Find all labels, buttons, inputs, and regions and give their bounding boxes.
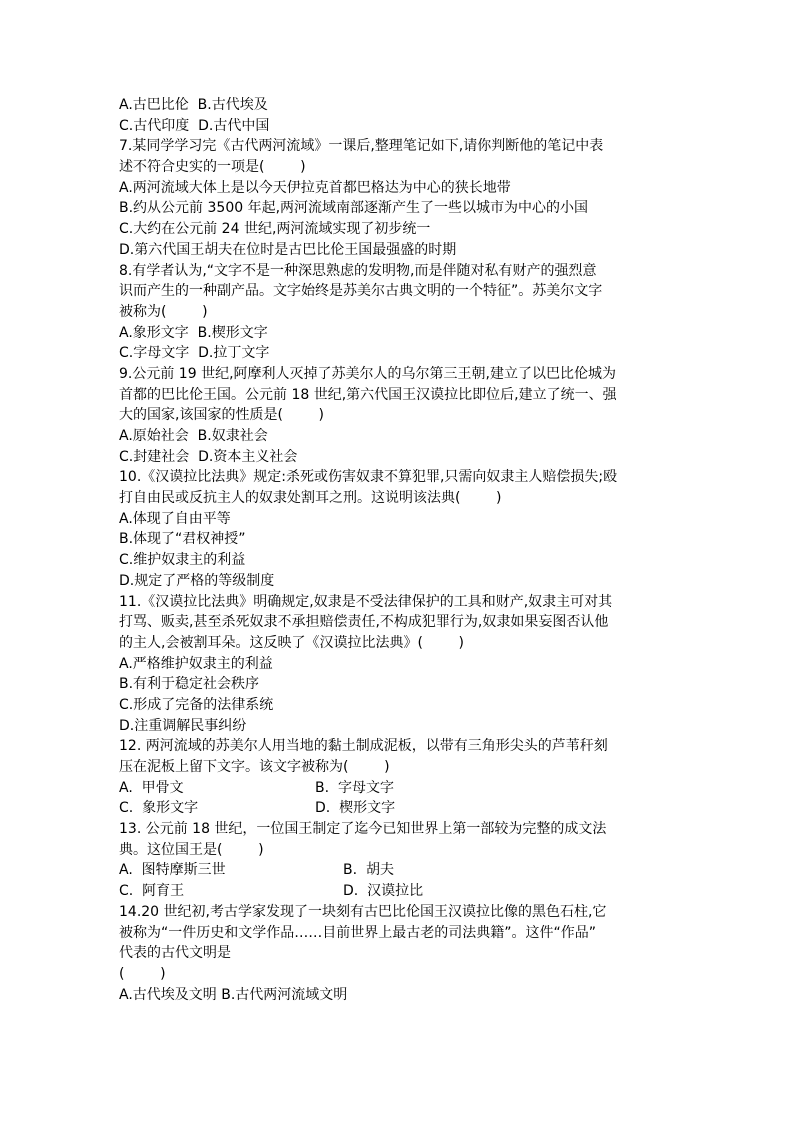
option-line: B.体现了“君权神授” [119,531,246,548]
option-line: D.注重调解民事纠纷 [119,717,247,734]
option-row [119,881,679,902]
question-9-text: 大的国家,该国家的性质是( ) [119,407,324,424]
option-line: D.第六代国王胡夫在位时是古巴比伦王国最强盛的时期 [119,241,457,258]
question-12-text: 12. 两河流域的苏美尔人用当地的黏土制成泥板，以带有三角形尖头的芦苇秆刻 [119,738,608,755]
option-line: A.象形文字 B.楔形文字 [119,324,268,341]
option-line: C.大约在公元前 24 世纪,两河流域实现了初步统一 [119,221,431,238]
question-11-text: 的主人,会被割耳朵。这反映了《汉谟拉比法典》( ) [119,634,464,651]
question-9-text: 首都的巴比伦王国。公元前 18 世纪,第六代国王汉谟拉比即位后,建立了统一、强 [119,386,617,403]
question-13-text: 典。这位国王是( ) [119,841,264,858]
option-line: D.规定了严格的等级制度 [119,572,275,589]
option-d: D. 汉谟拉比 [343,883,424,900]
option-line: B.有利于稳定社会秩序 [119,676,260,693]
option-d: D. 楔形文字 [315,800,396,817]
question-9-text: 9.公元前 19 世纪,阿摩利人灭掉了苏美尔人的乌尔第三王朝,建立了以巴比伦城为 [119,365,616,382]
option-line: C.古代印度 D.古代中国 [119,117,270,134]
document-page [119,95,679,1005]
option-c: C. 象形文字 [119,800,199,817]
option-c: C. 阿育王 [119,883,185,900]
option-b: B. 字母文字 [315,779,394,796]
option-row [119,860,679,881]
question-11-text: 11.《汉谟拉比法典》明确规定,奴隶是不受法律保护的工具和财产,奴隶主可对其 [119,593,613,610]
option-line: A.古巴比伦 B.古代埃及 [119,97,268,113]
question-8-text: 识而产生的一种副产品。文字始终是苏美尔古典文明的一个特征”。苏美尔文字 [119,283,603,300]
option-line: A.古代埃及文明 B.古代两河流域文明 [119,986,348,1003]
option-a: A. 甲骨文 [119,779,184,796]
question-14-text: 代表的古代文明是 [119,945,231,962]
question-7-text: 述不符合史实的一项是( ) [119,159,306,176]
option-line: A.体现了自由平等 [119,510,231,527]
option-line: B.约从公元前 3500 年起,两河流域南部逐渐产生了一些以城市为中心的小国 [119,200,589,217]
option-line: A.原始社会 B.奴隶社会 [119,428,268,444]
option-line: C.封建社会 D.资本主义社会 [119,448,298,465]
question-11-text: 打骂、贩卖,甚至杀死奴隶不承担赔偿责任,不构成犯罪行为,奴隶如果妄图否认他 [119,614,609,631]
option-row [119,798,679,819]
question-8-text: 被称为( ) [119,303,208,320]
option-b: B. 胡夫 [343,862,394,879]
option-line: A.两河流域大体上是以今天伊拉克首都巴格达为中心的狭长地带 [119,179,511,196]
question-13-text: 13. 公元前 18 世纪，一位国王制定了迄今已知世界上第一部较为完整的成文法 [119,821,607,838]
question-14-text: 被称为“一件历史和文学作品……目前世界上最古老的司法典籍”。这件“作品” [119,924,597,941]
option-a: A. 图特摩斯三世 [119,862,226,879]
question-14-text: ( ) [119,965,166,982]
option-line: C.形成了完备的法律系统 [119,696,274,713]
option-line: A.严格维护奴隶主的利益 [119,655,273,672]
question-10-text: 打自由民或反抗主人的奴隶处割耳之刑。这说明该法典( ) [119,490,502,507]
question-10-text: 10.《汉谟拉比法典》规定:杀死或伤害奴隶不算犯罪,只需向奴隶主人赔偿损失;殴 [119,469,618,486]
option-row [119,778,679,799]
question-12-text: 压在泥板上留下文字。该文字被称为( ) [119,759,390,775]
option-line: C.字母文字 D.拉丁文字 [119,345,270,362]
option-line: C.维护奴隶主的利益 [119,552,246,569]
question-14-text: 14.20 世纪初,考古学家发现了一块刻有古巴比伦国王汉谟拉比像的黑色石柱,它 [119,903,607,920]
question-7-text: 7.某同学学习完《古代两河流域》一课后,整理笔记如下,请你判断他的笔记中表 [119,138,604,155]
question-8-text: 8.有学者认为,“文字不是一种深思熟虑的发明物,而是伴随对私有财产的强烈意 [119,262,597,279]
